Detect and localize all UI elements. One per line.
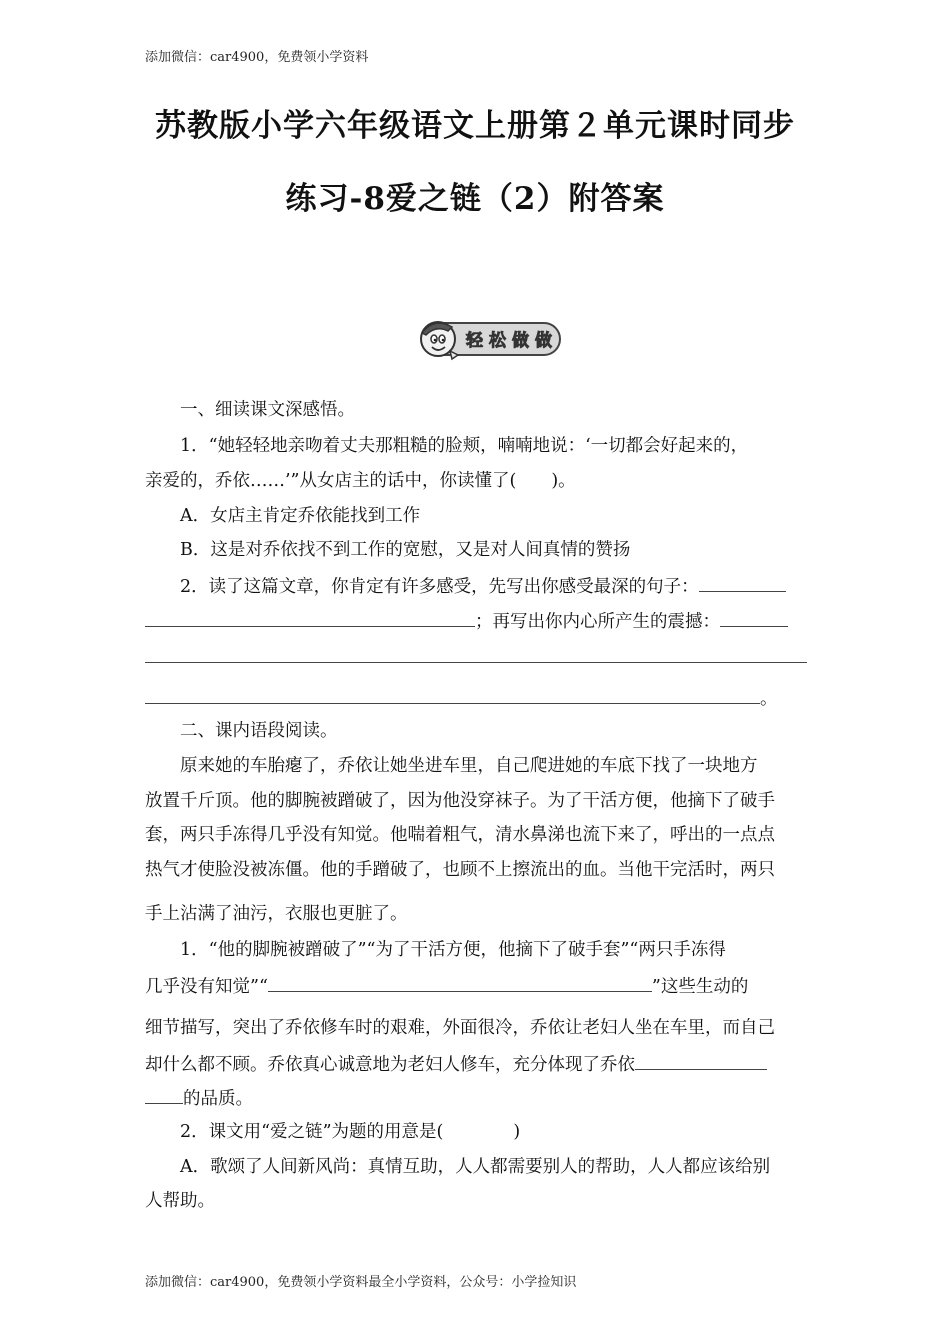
s1-q2-line4 <box>145 685 778 711</box>
s1-q2-mid: ；再写出你内心所产生的震撼： <box>475 612 720 632</box>
answer-blank[interactable] <box>145 685 760 704</box>
s2-q1-line4 <box>145 1051 767 1077</box>
s1-q2-end: 。 <box>760 689 778 709</box>
s2-q1-line2-b: ”这些生动的 <box>651 977 749 997</box>
s2-q1-line4-text: 却什么都不顾。乔依真心诚意地为老妇人修车，充分体现了乔依 <box>145 1055 635 1075</box>
s1-q1-line1: 1．“她轻轻地亲吻着丈夫那粗糙的脸颊，喃喃地说：‘一切都会好起来的， <box>180 436 749 456</box>
s2-q2-option-a-line2: 人帮助。 <box>145 1191 215 1211</box>
badge-char-3: 做 <box>512 331 529 351</box>
s1-q1-line2: 亲爱的，乔依……’”从女店主的话中，你读懂了( )。 <box>145 471 576 491</box>
passage-line-4: 热气才使脸没被冻僵。他的手蹭破了，也顾不上擦流出的血。当他干完活时，两只 <box>145 860 775 880</box>
s2-q1-line3: 细节描写，突出了乔依修车时的艰难，外面很冷，乔依让老妇人坐在车里，而自己 <box>145 1018 775 1038</box>
passage-line-2: 放置千斤顶。他的脚腕被蹭破了，因为他没穿袜子。为了干活方便，他摘下了破手 <box>145 791 775 811</box>
s2-q1-line5 <box>145 1085 253 1111</box>
s1-q1-option-a: A．女店主肯定乔依能找到工作 <box>180 506 421 526</box>
s1-q2-line1 <box>180 573 786 599</box>
passage-line-3: 套，两只手冻得几乎没有知觉。他喘着粗气，清水鼻涕也流下来了，呼出的一点点 <box>145 825 775 845</box>
answer-blank[interactable] <box>145 1085 183 1104</box>
answer-line[interactable] <box>145 662 807 663</box>
badge-char-4: 做 <box>535 331 552 351</box>
answer-blank[interactable] <box>145 608 475 627</box>
header-note: 添加微信：car4900，免费领小学资料 <box>145 50 369 65</box>
passage-line-5: 手上沾满了油污，衣服也更脏了。 <box>145 904 408 924</box>
answer-blank[interactable] <box>635 1051 767 1070</box>
answer-blank[interactable] <box>699 573 786 592</box>
s2-q2-line1: 2．课文用“爱之链”为题的用意是( ) <box>180 1122 521 1142</box>
section1-heading: 一、细读课文深感悟。 <box>180 400 355 420</box>
passage-line-1: 原来她的车胎瘪了，乔依让她坐进车里，自己爬进她的车底下找了一块地方 <box>180 756 758 776</box>
s2-q1-line2-a: 几乎没有知觉”“ <box>145 977 268 997</box>
s1-q2-line2 <box>145 608 788 634</box>
answer-blank[interactable] <box>268 973 652 992</box>
s2-q1-line1: 1．“他的脚腕被蹭破了”“为了干活方便，他摘下了破手套”“两只手冻得 <box>180 940 726 960</box>
s2-q1-line5-text: 的品质。 <box>183 1089 253 1109</box>
s2-q2-option-a-line1: A．歌颂了人间新风尚：真情互助，人人都需要别人的帮助，人人都应该给别 <box>180 1157 771 1177</box>
footer-note: 添加微信：car4900，免费领小学资料最全小学资料，公众号：小学捡知识 <box>145 1275 577 1290</box>
s1-q2-prompt: 2．读了这篇文章，你肯定有许多感受，先写出你感受最深的句子： <box>180 577 699 597</box>
s1-q1-option-b: B．这是对乔依找不到工作的宽慰，又是对人间真情的赞扬 <box>180 540 631 560</box>
easy-practice-badge <box>414 315 564 363</box>
cartoon-boy-icon <box>421 322 458 359</box>
page-title-line-1: 苏教版小学六年级语文上册第２单元课时同步 <box>155 108 795 144</box>
badge-char-1: 轻 <box>466 331 483 351</box>
answer-blank[interactable] <box>720 608 788 627</box>
s2-q1-line2 <box>145 973 748 999</box>
section2-heading: 二、课内语段阅读。 <box>180 721 338 741</box>
badge-char-2: 松 <box>489 331 506 351</box>
page-title-line-2: 练习-8爱之链（2）附答案 <box>285 181 665 217</box>
